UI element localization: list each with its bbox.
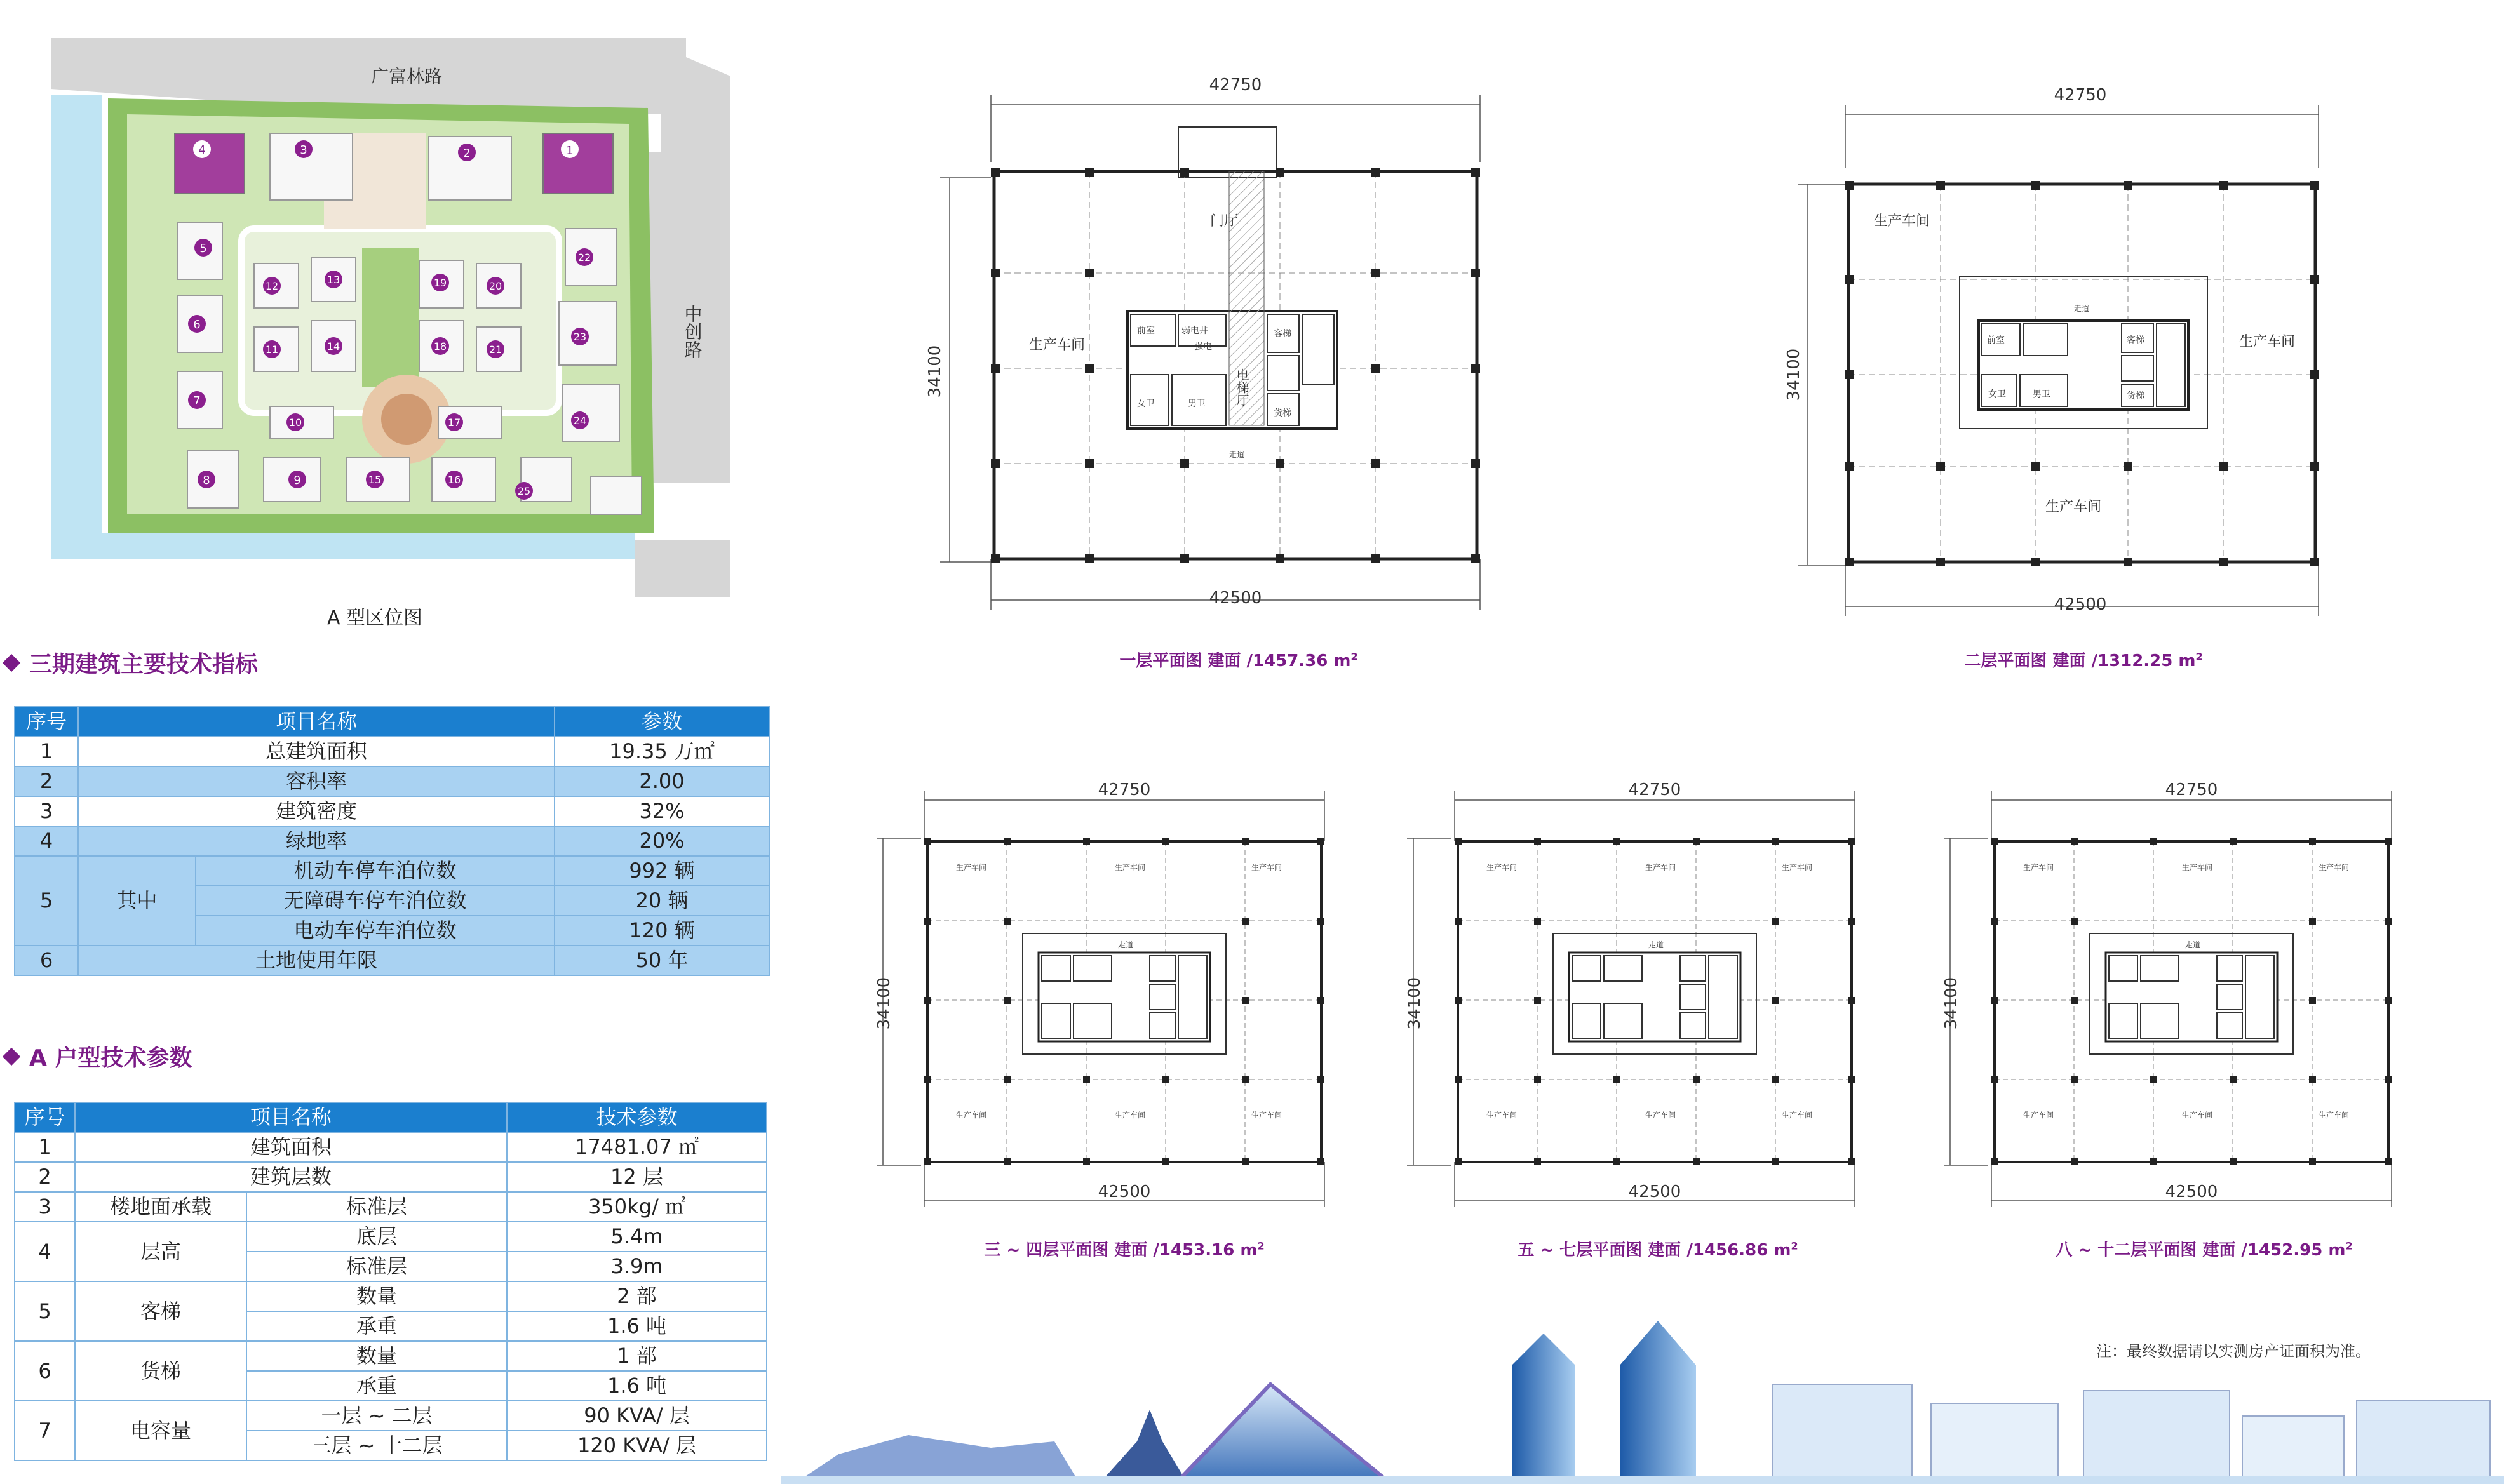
diamond-icon (3, 1048, 20, 1066)
building-25 (515, 457, 572, 502)
table-row: 2 容积率 2.00 (15, 766, 769, 796)
floor-plan-5 (1937, 781, 2427, 1213)
svg-text:6: 6 (193, 318, 201, 331)
table-row: 5 其中 机动车停车泊位数 992 辆 (15, 856, 769, 886)
table-row: 承重 1.6 吨 (15, 1311, 767, 1341)
svg-text:23: 23 (573, 331, 587, 343)
svg-text:24: 24 (573, 415, 587, 427)
svg-text:18: 18 (433, 340, 447, 352)
svg-text:7: 7 (193, 394, 201, 408)
label-weak-current: 弱电井 (1181, 326, 1208, 336)
svg-text:3: 3 (300, 144, 307, 157)
building-10 (270, 406, 333, 438)
building-12 (254, 264, 299, 308)
building-11 (254, 327, 299, 371)
building-5 (178, 222, 222, 279)
building-16 (432, 457, 495, 502)
building-22 (565, 229, 616, 286)
label-corridor: 走道 (1118, 940, 1134, 949)
dim-side: 34100 (875, 977, 894, 1030)
label-workshop: 生产车间 (1486, 1111, 1518, 1120)
building-3 (270, 133, 353, 200)
label-passenger-lift: 客梯 (2127, 335, 2144, 345)
floor-plan-2-caption: 二层平面图 建面 /1312.25 $m^2$ (1964, 650, 2203, 671)
road-right-label: 中创路 (682, 305, 703, 358)
building-17 (438, 406, 502, 438)
col-header: 序号 (15, 707, 78, 737)
label-workshop: 生产车间 (956, 1111, 987, 1120)
building-21 (476, 327, 521, 371)
label-corridor: 走道 (1229, 450, 1245, 459)
label-workshop: 生产车间 (1645, 1111, 1676, 1120)
svg-text:22: 22 (577, 251, 591, 264)
label-workshop: 生产车间 (2239, 334, 2296, 350)
label-corridor: 走道 (2185, 940, 2201, 949)
label-strong-current: 强电 (1194, 342, 1212, 352)
table-row: 5 客梯 数量 2 部 (15, 1281, 767, 1311)
table-row: 3 楼地面承载 标准层 350kg/ ㎡ (15, 1192, 767, 1222)
svg-text:11: 11 (265, 344, 279, 356)
floor-plan-4-caption: 五 ~ 七层平面图 建面 /1456.86 $m^2$ (1518, 1240, 1798, 1260)
label-elevator-hall: 电梯厅 (1234, 368, 1249, 406)
building-24 (562, 384, 619, 441)
building-4 (175, 133, 245, 194)
col-header: 序号 (15, 1102, 75, 1132)
table-row: 4 绿地率 20% (15, 826, 769, 856)
building-2 (429, 137, 511, 200)
svg-text:21: 21 (488, 344, 502, 356)
site-map-caption: A 型区位图 (326, 607, 423, 629)
label-anteroom: 前室 (1987, 335, 2005, 345)
dim-side: 34100 (926, 345, 945, 398)
label-freight-lift: 货梯 (1274, 408, 1291, 418)
dim-bottom: 42500 (2054, 595, 2107, 614)
label-workshop: 生产车间 (1874, 213, 1930, 229)
label-male-wc: 男卫 (2033, 389, 2050, 399)
label-workshop: 生产车间 (2182, 863, 2213, 872)
table-row: 无障碍车停车泊位数 20 辆 (15, 886, 769, 916)
dim-top: 42750 (1209, 76, 1262, 95)
table-row: 2 建筑层数 12 层 (15, 1162, 767, 1192)
svg-text:16: 16 (447, 474, 461, 486)
dim-side: 34100 (1405, 977, 1424, 1030)
floor-plan-2 (1760, 83, 2331, 622)
label-lobby: 门厅 (1210, 213, 1239, 229)
label-female-wc: 女卫 (1137, 399, 1155, 409)
table-row: 承重 1.6 吨 (15, 1371, 767, 1401)
table-row: 7 电容量 一层 ~ 二层 90 KVA/ 层 (15, 1401, 767, 1431)
svg-text:25: 25 (517, 485, 531, 497)
dim-side: 34100 (1784, 348, 1803, 401)
building-1 (543, 133, 613, 194)
label-freight-lift: 货梯 (2127, 391, 2144, 401)
label-workshop: 生产车间 (2023, 1111, 2054, 1120)
col-header: 参数 (555, 707, 769, 737)
section1-title: 三期建筑主要技术指标 (1, 646, 258, 679)
dim-bottom: 42500 (1628, 1182, 1681, 1201)
label-workshop: 生产车间 (2182, 1111, 2213, 1120)
label-workshop: 生产车间 (1115, 863, 1146, 872)
svg-text:1: 1 (566, 144, 574, 157)
table-row: 1 总建筑面积 19.35 万㎡ (15, 737, 769, 766)
section2-title: A 户型技术参数 (1, 1040, 192, 1073)
dim-bottom: 42500 (1209, 589, 1262, 608)
building-18 (419, 321, 464, 371)
dim-side: 34100 (1942, 977, 1961, 1030)
floor-plan-3 (870, 781, 1359, 1213)
table-row: 电动车停车泊位数 120 辆 (15, 916, 769, 946)
label-corridor: 走道 (1648, 940, 1664, 949)
table-row: 4 层高 底层 5.4m (15, 1222, 767, 1252)
building-7 (178, 371, 222, 429)
table-row: 1 建筑面积 17481.07 ㎡ (15, 1132, 767, 1162)
building-8 (187, 451, 238, 508)
footnote: 注：最终数据请以实测房产证面积为准。 (2096, 1342, 2371, 1360)
building-13 (311, 257, 356, 302)
dim-bottom: 42500 (1098, 1182, 1151, 1201)
col-header: 项目名称 (78, 707, 555, 737)
label-workshop: 生产车间 (1251, 863, 1282, 872)
label-passenger-lift: 客梯 (1274, 329, 1291, 339)
label-workshop: 生产车间 (1645, 863, 1676, 872)
svg-text:19: 19 (433, 277, 447, 289)
label-workshop: 生产车间 (1029, 337, 1086, 353)
svg-text:13: 13 (326, 274, 340, 286)
floor-plan-1-caption: 一层平面图 建面 /1457.36 $m^2$ (1119, 650, 1358, 671)
label-workshop: 生产车间 (1115, 1111, 1146, 1120)
svg-text:9: 9 (293, 474, 301, 487)
svg-text:4: 4 (198, 144, 206, 157)
svg-text:10: 10 (288, 417, 302, 429)
dim-top: 42750 (2054, 86, 2107, 105)
table-row: 6 土地使用年限 50 年 (15, 946, 769, 975)
label-corridor: 走道 (2074, 304, 2090, 313)
building-19 (419, 260, 464, 308)
project-indicator-table (14, 706, 770, 976)
diamond-icon (3, 654, 20, 672)
label-workshop: 生产车间 (2319, 863, 2350, 872)
svg-text:12: 12 (265, 280, 279, 292)
building-23 (559, 302, 616, 365)
label-workshop: 生产车间 (1251, 1111, 1282, 1120)
dim-top: 42750 (1098, 781, 1151, 799)
dim-bottom: 42500 (2165, 1182, 2218, 1201)
building-9 (264, 457, 321, 502)
label-workshop: 生产车间 (1782, 863, 1813, 872)
building-14 (311, 321, 356, 371)
skyline-illustration (781, 1295, 2504, 1484)
svg-text:14: 14 (326, 340, 340, 352)
label-workshop: 生产车间 (1782, 1111, 1813, 1120)
svg-text:5: 5 (199, 242, 207, 255)
floor-plan-5-caption: 八 ~ 十二层平面图 建面 /1452.95 $m^2$ (2056, 1240, 2353, 1260)
dim-top: 42750 (2165, 781, 2218, 799)
label-anteroom: 前室 (1137, 326, 1155, 336)
table-row: 3 建筑密度 32% (15, 796, 769, 826)
building-15 (346, 457, 410, 502)
svg-text:2: 2 (463, 147, 471, 160)
floor-plan-3-caption: 三 ~ 四层平面图 建面 /1453.16 $m^2$ (984, 1240, 1265, 1260)
table-row: 标准层 3.9m (15, 1252, 767, 1281)
col-header: 项目名称 (75, 1102, 507, 1132)
floor-plan-1 (915, 70, 1512, 622)
label-workshop: 生产车间 (1486, 863, 1518, 872)
svg-text:15: 15 (368, 474, 382, 486)
label-male-wc: 男卫 (1188, 399, 1206, 409)
road-top-label: 广富林路 (370, 66, 443, 87)
label-workshop: 生产车间 (2319, 1111, 2350, 1120)
floor-plan-4 (1401, 781, 1890, 1213)
building-20 (476, 264, 521, 308)
label-workshop: 生产车间 (2045, 499, 2102, 515)
dim-top: 42750 (1628, 781, 1681, 799)
label-workshop: 生产车间 (2023, 863, 2054, 872)
table-row: 三层 ~ 十二层 120 KVA/ 层 (15, 1431, 767, 1461)
col-header: 技术参数 (507, 1102, 767, 1132)
site-location-map (51, 38, 730, 597)
svg-text:8: 8 (203, 474, 210, 487)
label-workshop: 生产车间 (956, 863, 987, 872)
svg-text:20: 20 (488, 280, 502, 292)
unit-spec-table (14, 1102, 767, 1461)
building-6 (178, 295, 222, 352)
svg-text:17: 17 (447, 417, 461, 429)
table-row: 6 货梯 数量 1 部 (15, 1341, 767, 1371)
label-female-wc: 女卫 (1988, 389, 2006, 399)
